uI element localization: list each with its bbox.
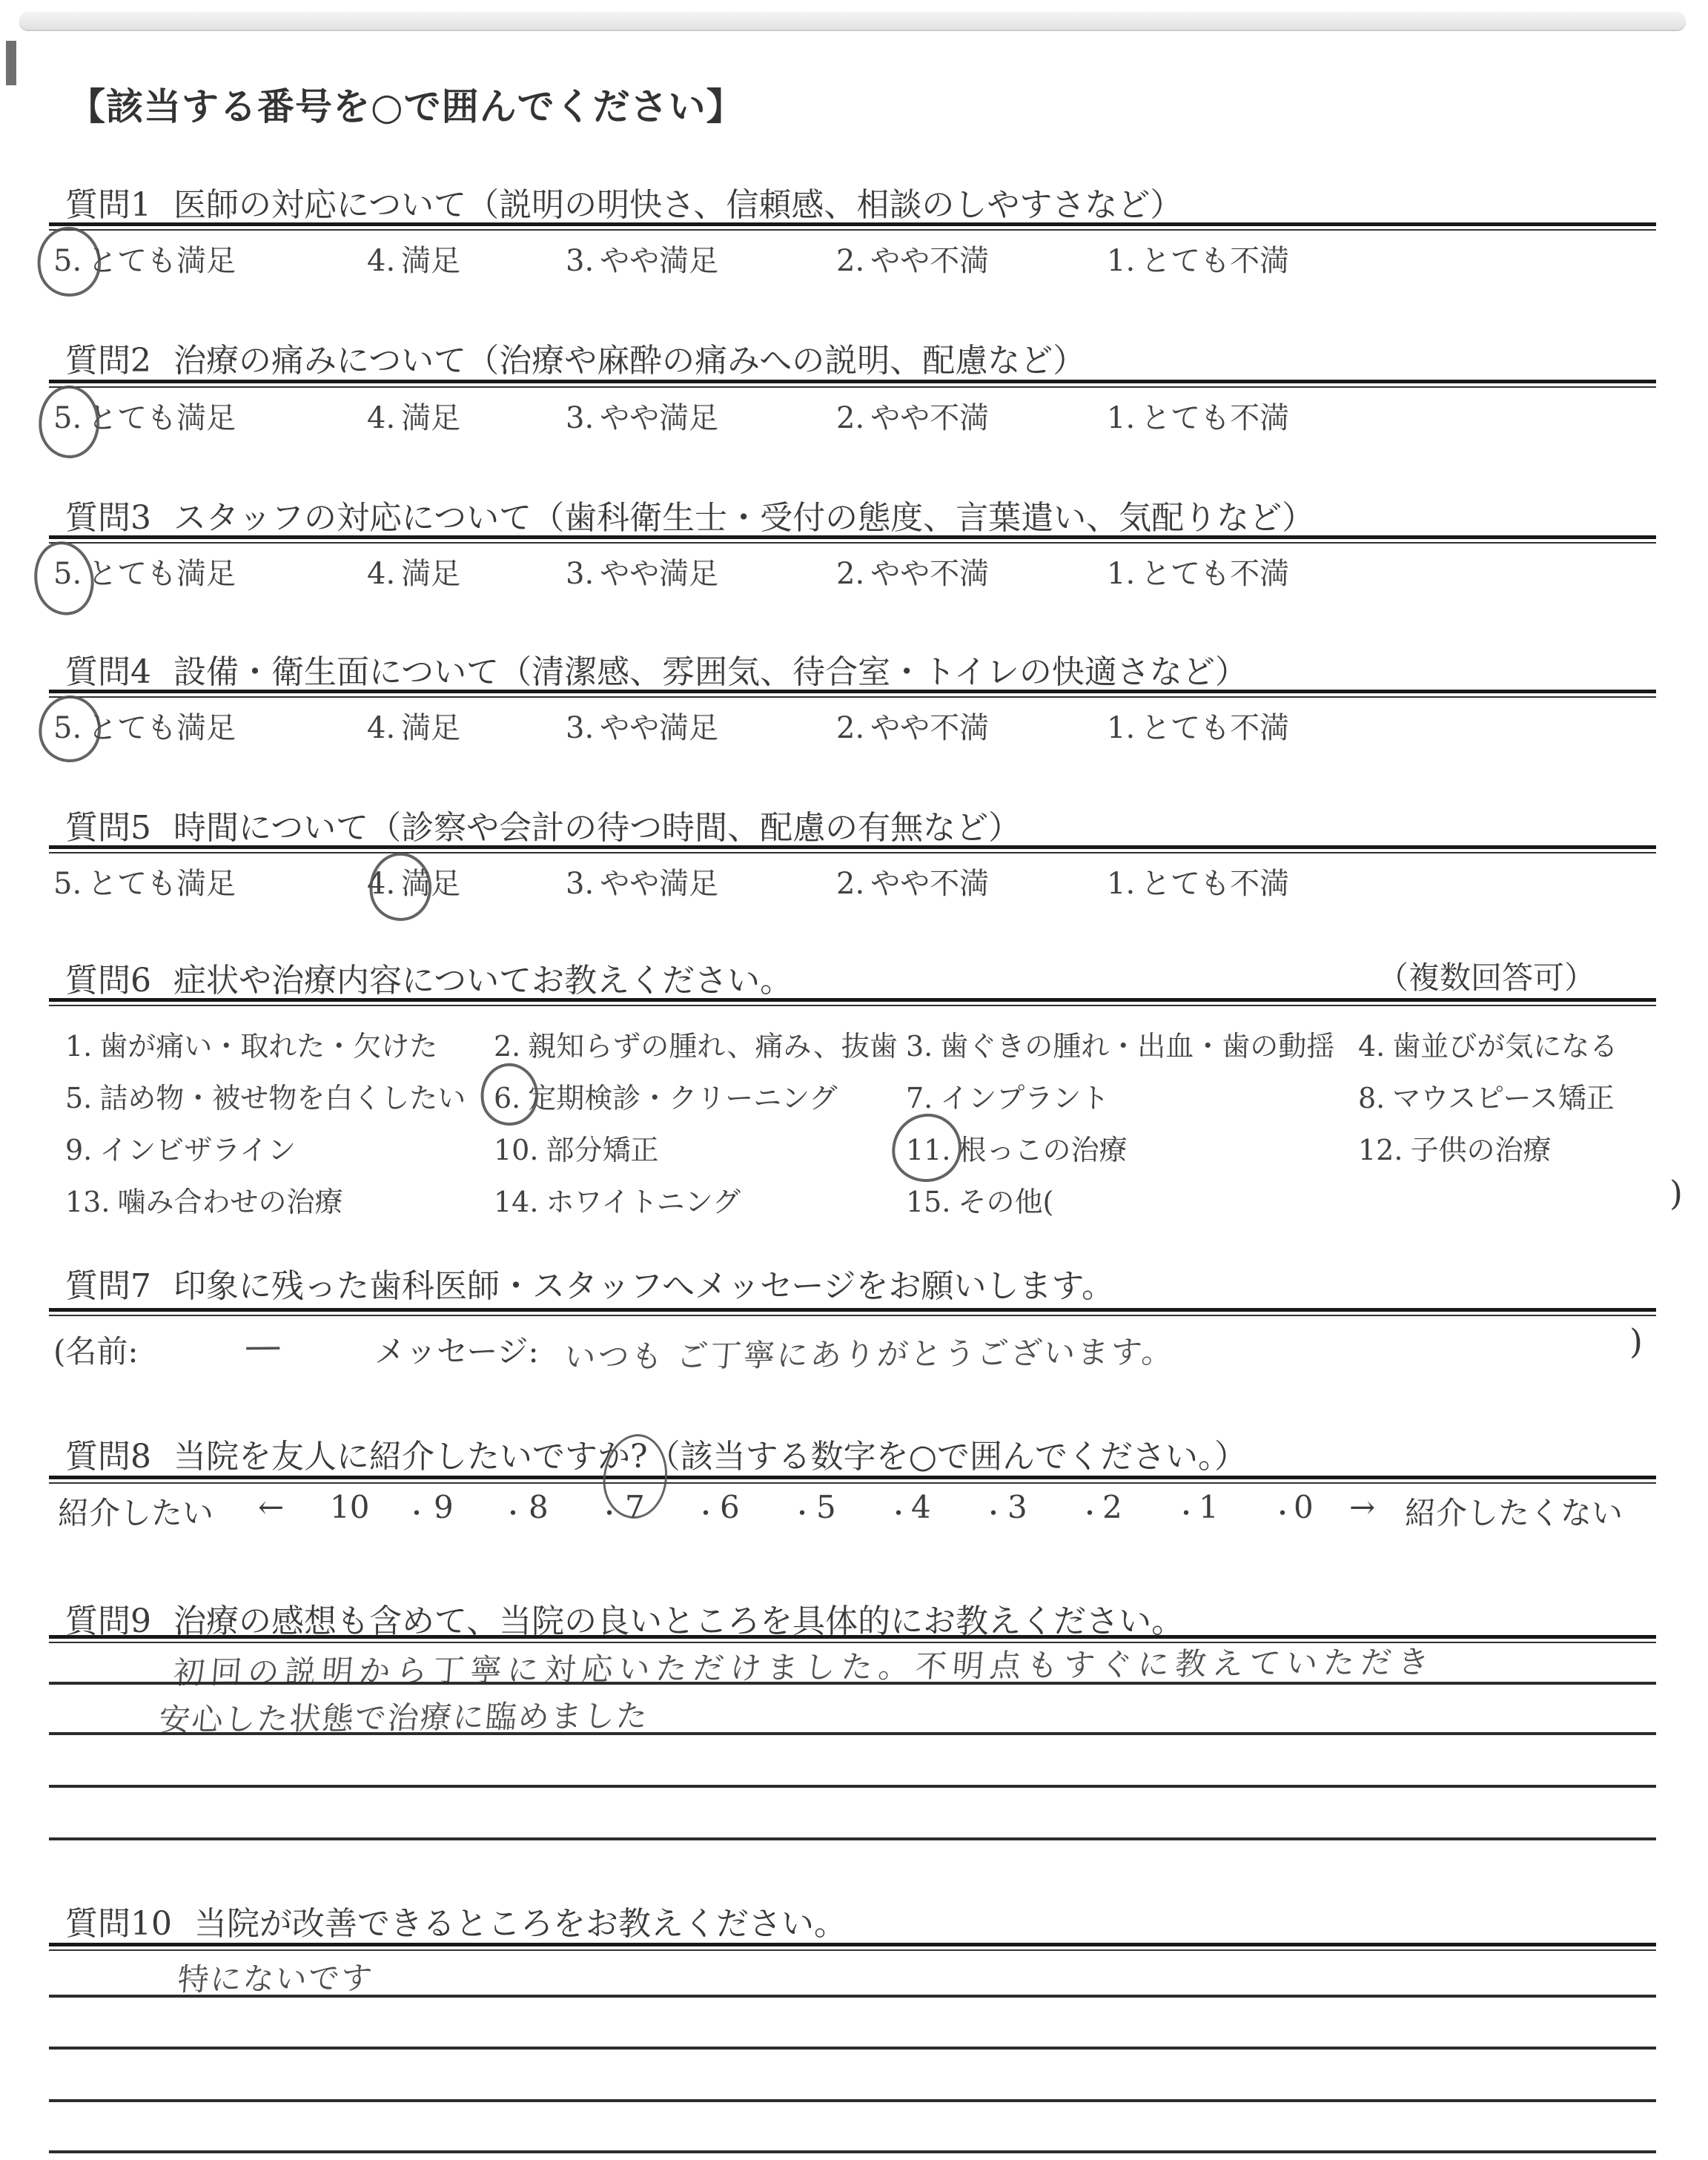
question-3-desc: スタッフの対応について（歯科衛生士・受付の態度、言葉遣い、気配りなど） (173, 499, 1315, 537)
answer-line (49, 2099, 1656, 2102)
question-3-number: 質問3 (65, 499, 151, 537)
q8-scale-6: 6 (720, 1489, 740, 1525)
option-label: やや不満 (870, 244, 990, 278)
option-label: 歯並びが気になる (1392, 1030, 1618, 1063)
q6-other-close-paren: ) (1669, 1173, 1683, 1213)
option-label: インビザライン (99, 1134, 297, 1166)
q8-scale-10: 10 (330, 1489, 370, 1525)
question-6-note: （複数回答可） (1377, 960, 1596, 996)
q8-right-label: 紹介したくない (1405, 1495, 1623, 1531)
option-number: 1. (1107, 711, 1136, 745)
divider-rule (49, 1308, 1656, 1316)
option-number: 4. (367, 867, 396, 901)
option-label: 満足 (401, 711, 461, 745)
option-number: 15. (906, 1186, 951, 1218)
answer-line (49, 1682, 1656, 1685)
question-6-number: 質問6 (65, 962, 151, 1000)
sat-option-1 (1107, 860, 1289, 902)
question-10-number: 質問10 (65, 1905, 172, 1943)
question-5-number: 質問5 (65, 809, 151, 847)
q7-message-handwritten: いつも ご丁寧にありがとうございます。 (563, 1333, 1177, 1375)
divider-rule (49, 222, 1656, 231)
question-4-desc: 設備・衛生面について（清潔感、雰囲気、待合室・トイレの快適さなど） (173, 653, 1248, 691)
option-number: 2. (836, 867, 865, 901)
option-number: 11. (906, 1134, 951, 1166)
option-number: 4. (367, 557, 396, 591)
sat-option-5 (53, 860, 236, 902)
option-number: 5. (53, 244, 82, 278)
q8-dot: ・ (404, 1499, 429, 1529)
option-label: 子供の治療 (1410, 1134, 1552, 1166)
question-2-options (0, 394, 1708, 439)
option-number: 12. (1358, 1134, 1403, 1166)
question-4-title (65, 645, 1248, 693)
q6-option-10 (494, 1127, 658, 1168)
sat-option-3 (566, 237, 718, 280)
question-3-title (65, 491, 1314, 538)
q8-scale-9: 9 (434, 1489, 454, 1525)
page-title: 【該当する番号を○で囲んでください】 (68, 85, 744, 128)
q9-answer-line-2-handwritten: 安心した状態で治療に臨めました (157, 1697, 650, 1738)
q8-dot: ・ (1270, 1499, 1295, 1529)
question-2-title (65, 334, 1085, 381)
q8-dot: ・ (597, 1499, 622, 1529)
answer-line (49, 1837, 1656, 1840)
question-6-title (65, 954, 792, 1001)
q8-left-arrow-icon: ← (258, 1489, 285, 1525)
question-7-title (65, 1259, 1114, 1307)
option-number: 5. (53, 401, 82, 435)
option-label: やや満足 (600, 867, 719, 901)
divider-rule (49, 535, 1656, 544)
answer-line (49, 1995, 1656, 1998)
option-number: 3. (566, 244, 595, 278)
option-label: とても満足 (87, 557, 236, 591)
q8-scale-1: 1 (1199, 1489, 1219, 1525)
sat-option-3 (566, 860, 718, 902)
sat-option-2 (836, 704, 989, 747)
answer-line (49, 2047, 1656, 2050)
option-label: インプラント (940, 1082, 1110, 1114)
option-label: やや不満 (870, 557, 990, 591)
option-number: 2. (836, 557, 865, 591)
option-label: ホワイトニング (546, 1186, 741, 1218)
option-number: 14. (494, 1186, 539, 1218)
option-label: とても不満 (1141, 401, 1290, 435)
q6-option-8 (1358, 1075, 1615, 1116)
scan-edge-band (19, 12, 1686, 30)
q8-dot: ・ (886, 1499, 911, 1529)
sat-option-3 (566, 394, 718, 437)
option-number: 3. (906, 1030, 933, 1063)
q6-option-5 (65, 1075, 466, 1116)
question-5-options (0, 860, 1708, 905)
option-number: 5. (53, 557, 82, 591)
option-label: やや不満 (870, 401, 990, 435)
sat-option-3 (566, 550, 718, 592)
hand-drawn-circle-q6-6 (475, 1059, 543, 1130)
option-number: 2. (494, 1030, 521, 1063)
option-number: 2. (836, 244, 865, 278)
option-label: やや満足 (600, 711, 719, 745)
question-4-options (0, 704, 1708, 749)
divider-rule (49, 845, 1656, 853)
q7-close-paren: ) (1629, 1321, 1643, 1361)
option-number: 6. (494, 1082, 521, 1114)
option-label: 歯が痛い・取れた・欠けた (99, 1030, 438, 1063)
question-8-desc: 当院を友人に紹介したいですか?（該当する数字を○で囲んでください。） (173, 1438, 1247, 1476)
option-number: 1. (1107, 557, 1136, 591)
q9-answer-line-1-handwritten: 初回の説明から丁寧に対応いただけました。不明点もすぐに教えていただき (172, 1643, 1437, 1691)
option-number: 1. (1107, 867, 1136, 901)
sat-option-2 (836, 550, 989, 592)
option-number: 4. (367, 244, 396, 278)
sat-option-4 (367, 394, 460, 437)
question-1-options (0, 237, 1708, 282)
option-number: 10. (494, 1134, 539, 1166)
q10-answer-line-1-handwritten: 特にないです (176, 1959, 375, 1998)
divider-rule (49, 1943, 1656, 1951)
question-9-number: 質問9 (65, 1602, 151, 1640)
option-label: 満足 (401, 557, 461, 591)
option-number: 4. (367, 401, 396, 435)
option-number: 3. (566, 711, 595, 745)
q8-dot: ・ (1174, 1499, 1199, 1529)
option-number: 13. (65, 1186, 110, 1218)
option-label: 詰め物・被せ物を白くしたい (99, 1082, 466, 1114)
divider-rule (49, 690, 1656, 698)
q7-name-value-handwritten: — (242, 1324, 284, 1368)
option-label: 親知らずの腫れ、痛み、抜歯 (528, 1030, 898, 1063)
answer-line (49, 1732, 1656, 1735)
option-number: 2. (836, 711, 865, 745)
sat-option-1 (1107, 704, 1289, 747)
sat-option-2 (836, 237, 989, 280)
option-label: 満足 (401, 867, 461, 901)
option-number: 1. (1107, 244, 1136, 278)
q6-option-4 (1358, 1023, 1618, 1064)
q8-dot: ・ (790, 1499, 815, 1529)
option-label: やや満足 (600, 244, 719, 278)
question-10-desc: 当院が改善できるところをお教えください。 (194, 1905, 847, 1943)
q8-scale-0: 0 (1294, 1489, 1314, 1525)
option-label: とても満足 (87, 867, 236, 901)
option-number: 3. (566, 867, 595, 901)
q6-option-14 (494, 1179, 741, 1220)
option-label: 部分矯正 (546, 1134, 659, 1166)
q6-option-15 (906, 1179, 1053, 1220)
question-9-desc: 治療の感想も含めて、当院の良いところを具体的にお教えください。 (173, 1602, 1185, 1640)
option-label: 根っこの治療 (958, 1134, 1128, 1166)
question-1-number: 質問1 (65, 186, 151, 224)
q6-option-1 (65, 1023, 437, 1064)
q6-option-7 (906, 1075, 1109, 1116)
option-number: 4. (367, 711, 396, 745)
q8-dot: ・ (1077, 1499, 1102, 1529)
question-5-desc: 時間について（診察や会計の待つ時間、配慮の有無など） (173, 809, 1022, 847)
option-label: とても不満 (1141, 244, 1290, 278)
option-number: 8. (1358, 1082, 1386, 1114)
option-label: やや満足 (600, 557, 719, 591)
question-8-number: 質問8 (65, 1438, 151, 1476)
q8-right-arrow-icon: → (1349, 1489, 1376, 1525)
option-number: 9. (65, 1134, 93, 1166)
question-2-number: 質問2 (65, 342, 151, 380)
option-label: とても不満 (1141, 711, 1290, 745)
option-number: 2. (836, 401, 865, 435)
q8-left-label: 紹介したい (58, 1495, 214, 1531)
option-number: 3. (566, 401, 595, 435)
option-label: とても不満 (1141, 867, 1290, 901)
answer-line (49, 2150, 1656, 2153)
q8-dot: ・ (500, 1499, 526, 1529)
option-label: マウスピース矯正 (1392, 1082, 1615, 1114)
q8-dot: ・ (981, 1499, 1006, 1529)
option-number: 5. (53, 711, 82, 745)
question-3-options (0, 550, 1708, 595)
question-7-desc: 印象に残った歯科医師・スタッフへメッセージをお願いします。 (173, 1267, 1114, 1305)
q7-name-label: (名前: (53, 1333, 139, 1370)
option-number: 1. (65, 1030, 93, 1063)
q6-option-13 (65, 1179, 342, 1220)
option-label: やや不満 (870, 711, 990, 745)
divider-rule (49, 380, 1656, 388)
sat-option-4 (367, 237, 460, 280)
q7-message-label: メッセージ: (374, 1333, 539, 1370)
question-1-desc: 医師の対応について（説明の明快さ、信頼感、相談のしやすさなど） (173, 186, 1183, 224)
option-label: とても不満 (1141, 557, 1290, 591)
answer-line (49, 1785, 1656, 1788)
question-4-number: 質問4 (65, 653, 151, 691)
sat-option-2 (836, 394, 989, 437)
option-number: 4. (1358, 1030, 1386, 1063)
sat-option-2 (836, 860, 989, 902)
sat-option-1 (1107, 550, 1289, 592)
option-label: 満足 (401, 401, 461, 435)
hand-drawn-circle-q3 (26, 535, 102, 621)
hand-drawn-circle-q1 (30, 221, 107, 303)
q6-option-6 (494, 1075, 838, 1116)
option-label: 定期検診・クリーニング (528, 1082, 838, 1114)
option-label: 歯ぐきの腫れ・出血・歯の動揺 (940, 1030, 1335, 1063)
q8-scale-8: 8 (529, 1489, 549, 1525)
sat-option-4 (367, 704, 460, 747)
divider-rule (49, 998, 1656, 1006)
option-number: 3. (566, 557, 595, 591)
option-label: とても満足 (87, 401, 236, 435)
sat-option-1 (1107, 237, 1289, 280)
option-label: とても満足 (87, 711, 236, 745)
q6-option-12 (1358, 1127, 1551, 1168)
question-6-desc: 症状や治療内容についてお教えください。 (173, 962, 793, 1000)
question-1-title (65, 178, 1182, 225)
q8-dot: ・ (693, 1499, 718, 1529)
q8-scale-7: 7 (625, 1489, 645, 1525)
hand-drawn-circle-q4 (36, 693, 105, 765)
q8-scale-3: 3 (1007, 1489, 1027, 1525)
scan-artifact (6, 41, 16, 85)
option-label: やや不満 (870, 867, 990, 901)
option-label: 噛み合わせの治療 (117, 1186, 343, 1218)
q6-option-2 (494, 1023, 898, 1064)
sat-option-3 (566, 704, 718, 747)
question-5-title (65, 801, 1021, 848)
q8-scale-5: 5 (816, 1489, 836, 1525)
option-number: 5. (65, 1082, 93, 1114)
question-7-number: 質問7 (65, 1267, 151, 1305)
option-label: とても満足 (87, 244, 236, 278)
q8-scale-2: 2 (1102, 1489, 1122, 1525)
hand-drawn-circle-q6-11 (890, 1112, 964, 1184)
option-label: 満足 (401, 244, 461, 278)
option-number: 5. (53, 867, 82, 901)
option-number: 1. (1107, 401, 1136, 435)
question-10-title (65, 1897, 847, 1944)
sat-option-1 (1107, 394, 1289, 437)
sat-option-4 (367, 550, 460, 592)
option-label: やや満足 (600, 401, 719, 435)
option-number: 7. (906, 1082, 933, 1114)
q6-option-9 (65, 1127, 296, 1168)
q6-option-3 (906, 1023, 1334, 1064)
question-2-desc: 治療の痛みについて（治療や麻酔の痛みへの説明、配慮など） (173, 342, 1086, 380)
q8-scale-4: 4 (911, 1489, 931, 1525)
option-label: その他( (958, 1186, 1054, 1218)
divider-rule (49, 1476, 1656, 1484)
